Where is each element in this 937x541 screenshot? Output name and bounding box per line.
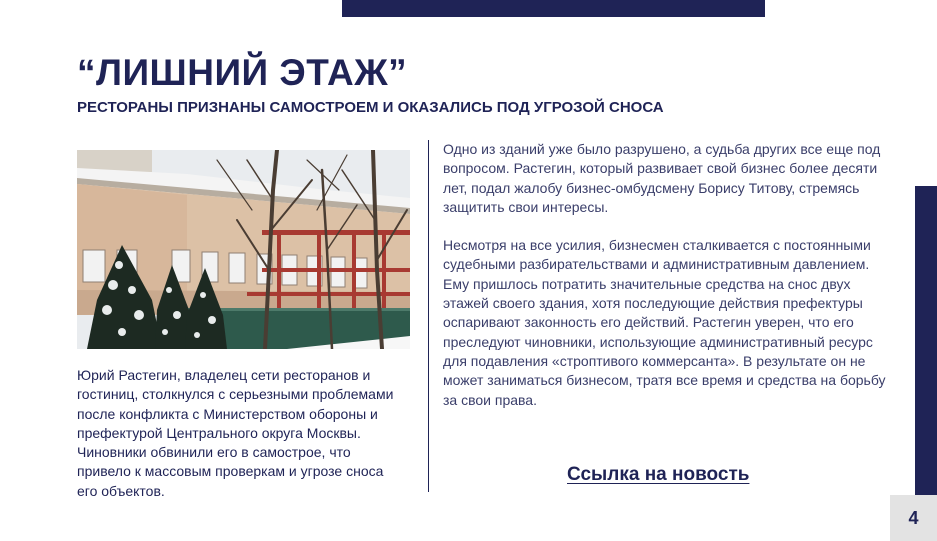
article-paragraph-2: Несмотря на все усилия, бизнесмен сталкивается с постоянными судебными разбирательствами и административным давлением. Ему пришлось потратить значительные средства на снос двух этажей своего здания, хотя последующие действия префектуры оспаривают законность его действий. Растегин уверен, что его преследуют чиновники, использующие административный ресурс для подавления «строптивого коммерсанта». В результате он не может заниматься бизнесом, тратя все время и средства на борьбу за свои права. <box>443 237 886 408</box>
page-number: 4 <box>890 495 937 541</box>
article-paragraph-1: Одно из зданий уже было разрушено, а судьба других все еще под вопросом. Растегин, который развивает свой бизнес более десяти лет, подал жалобу бизнес-омбудсмену Борису Титову, стремясь защитить свои интересы. <box>443 141 881 215</box>
building-photo <box>77 150 410 349</box>
article-text <box>443 140 893 410</box>
page-title: “ЛИШНИЙ ЭТАЖ” <box>77 52 408 93</box>
intro-paragraph: Юрий Растегин, владелец сети ресторанов и гостиниц, столкнулся с серьезными проблемами после конфликта с Министерством обороны и префектурой Центрального округа Москвы. Чиновники обвинили его в самострое, что привело к массовым проверкам и угрозе сноса его объектов. <box>77 367 394 499</box>
top-accent-bar <box>342 0 765 17</box>
news-link[interactable]: Ссылка на новость <box>567 464 750 485</box>
page-subtitle: РЕСТОРАНЫ ПРИЗНАНЫ САМОСТРОЕМ И ОКАЗАЛИСЬ ПОД УГРОЗОЙ СНОСА <box>77 99 664 116</box>
column-divider <box>428 140 429 492</box>
side-accent-bar <box>915 186 937 495</box>
